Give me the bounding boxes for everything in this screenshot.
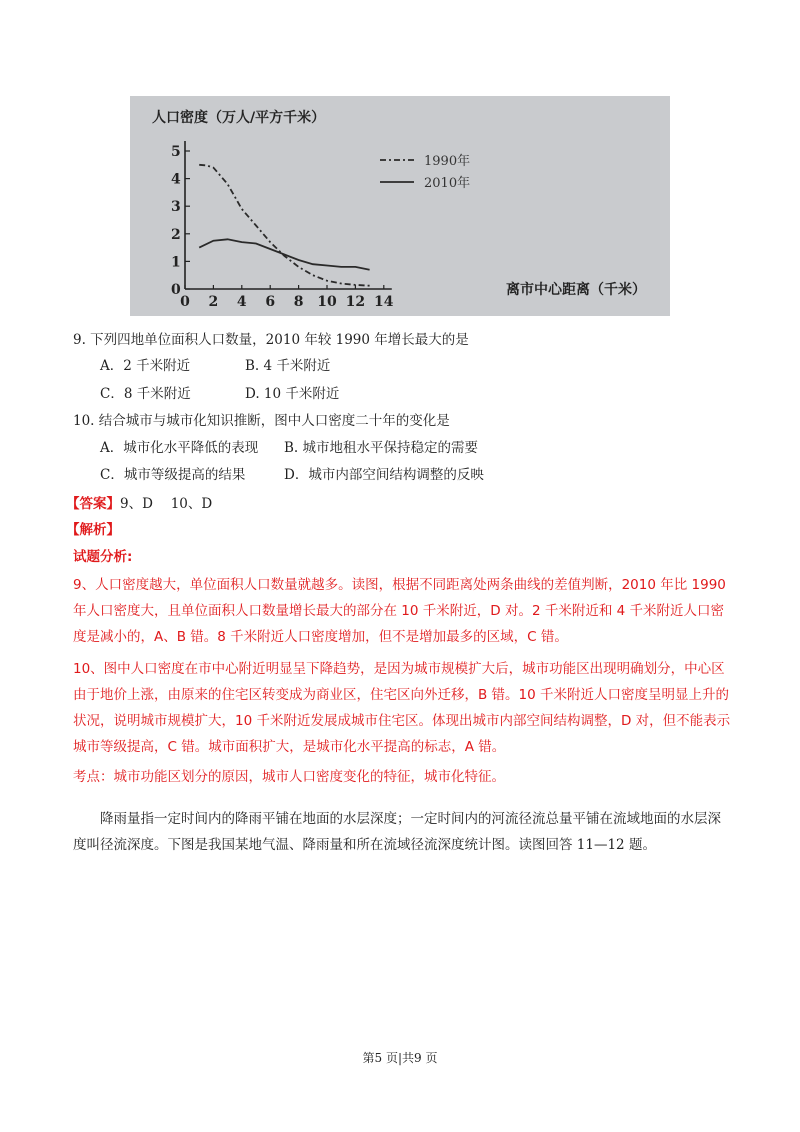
x-tick-label: 8 bbox=[293, 294, 304, 310]
analysis-heading: 试题分析: bbox=[73, 549, 133, 565]
next-section-intro: 降雨量指一定时间内的降雨平铺在地面的水层深度；一定时间内的河流径流总量平铺在流域地面的水层深度叫径流深度。下图是我国某地气温、降雨量和所在流域径流深度统计图。读图回答 11—12 题。 bbox=[73, 811, 721, 853]
x-tick-label: 14 bbox=[374, 294, 394, 310]
q9-option-c: C．8 千米附近 bbox=[100, 386, 191, 402]
q10-option-b: B. 城市地租水平保持稳定的需要 bbox=[284, 440, 479, 456]
q10-option-c: C．城市等级提高的结果 bbox=[100, 467, 246, 483]
y-tick-label: 5 bbox=[171, 144, 181, 160]
q9-stem: 9. 下列四地单位面积人口数量，2010 年较 1990 年增长最大的是 bbox=[73, 332, 469, 348]
q10-option-d: D．城市内部空间结构调整的反映 bbox=[284, 467, 484, 483]
q9-option-b: B. 4 千米附近 bbox=[245, 358, 331, 374]
x-tick-label: 6 bbox=[265, 294, 276, 310]
answer-tag: 【答案】 bbox=[66, 496, 120, 512]
y-tick-label: 3 bbox=[171, 199, 181, 216]
legend-label: 2010年 bbox=[424, 176, 471, 191]
legend-label: 1990年 bbox=[424, 154, 471, 169]
page-footer: 第5 页|共9 页 bbox=[362, 1051, 438, 1065]
x-tick-label: 0 bbox=[180, 294, 190, 310]
x-tick-label: 4 bbox=[236, 294, 247, 310]
q9-option-a: A．2 千米附近 bbox=[100, 358, 191, 374]
x-axis-label: 离市中心距离（千米） bbox=[506, 282, 646, 298]
analysis-tag: 【解析】 bbox=[66, 522, 120, 538]
y-tick-label: 1 bbox=[171, 254, 181, 271]
q9-option-d: D. 10 千米附近 bbox=[245, 386, 340, 402]
chart-svg bbox=[130, 96, 670, 316]
x-tick-label: 12 bbox=[345, 294, 366, 310]
answer-line bbox=[66, 494, 212, 514]
q10-stem: 10. 结合城市与城市化知识推断，图中人口密度二十年的变化是 bbox=[73, 413, 450, 429]
population-density-chart bbox=[130, 96, 670, 316]
y-axis-label: 人口密度（万人/平方千米） bbox=[152, 110, 326, 126]
analysis-q9: 9、人口密度越大，单位面积人口数量就越多。读图，根据不同距离处两条曲线的差值判断，2010 年比 1990 年人口密度大，且单位面积人口数量增长最大的部分在 10 千米附近，D 对。2 千米附近和 4 千米附近人口密度是减小的，A、B 错。8 千米附近人口密度增加，但不是增加最多的区域，C 错。 bbox=[73, 577, 726, 645]
x-tick-label: 2 bbox=[208, 294, 219, 310]
analysis-kaodian: 考点：城市功能区划分的原因，城市人口密度变化的特征，城市化特征。 bbox=[73, 769, 505, 785]
y-tick-label: 2 bbox=[171, 226, 181, 243]
x-tick-label: 10 bbox=[317, 294, 337, 310]
series-line-2010 bbox=[199, 239, 369, 269]
q10-option-a: A．城市化水平降低的表现 bbox=[100, 440, 259, 456]
answer-text: 9、D 10、D bbox=[120, 496, 213, 512]
y-tick-label: 4 bbox=[171, 171, 181, 188]
analysis-q10: 10、图中人口密度在市中心附近明显呈下降趋势，是因为城市规模扩大后，城市功能区出现明确划分，中心区由于地价上涨，由原来的住宅区转变成为商业区，住宅区向外迁移，B 错。10 千米附近人口密度呈明显上升的状况，说明城市规模扩大，10 千米附近发展成城市住宅区。体现出城市内部空间结构调整，D 对，但不能表示城市等级提高，C 错。城市面积扩大，是城市化水平提高的标志，A 错。 bbox=[73, 661, 731, 755]
y-tick-label: 0 bbox=[171, 282, 181, 298]
